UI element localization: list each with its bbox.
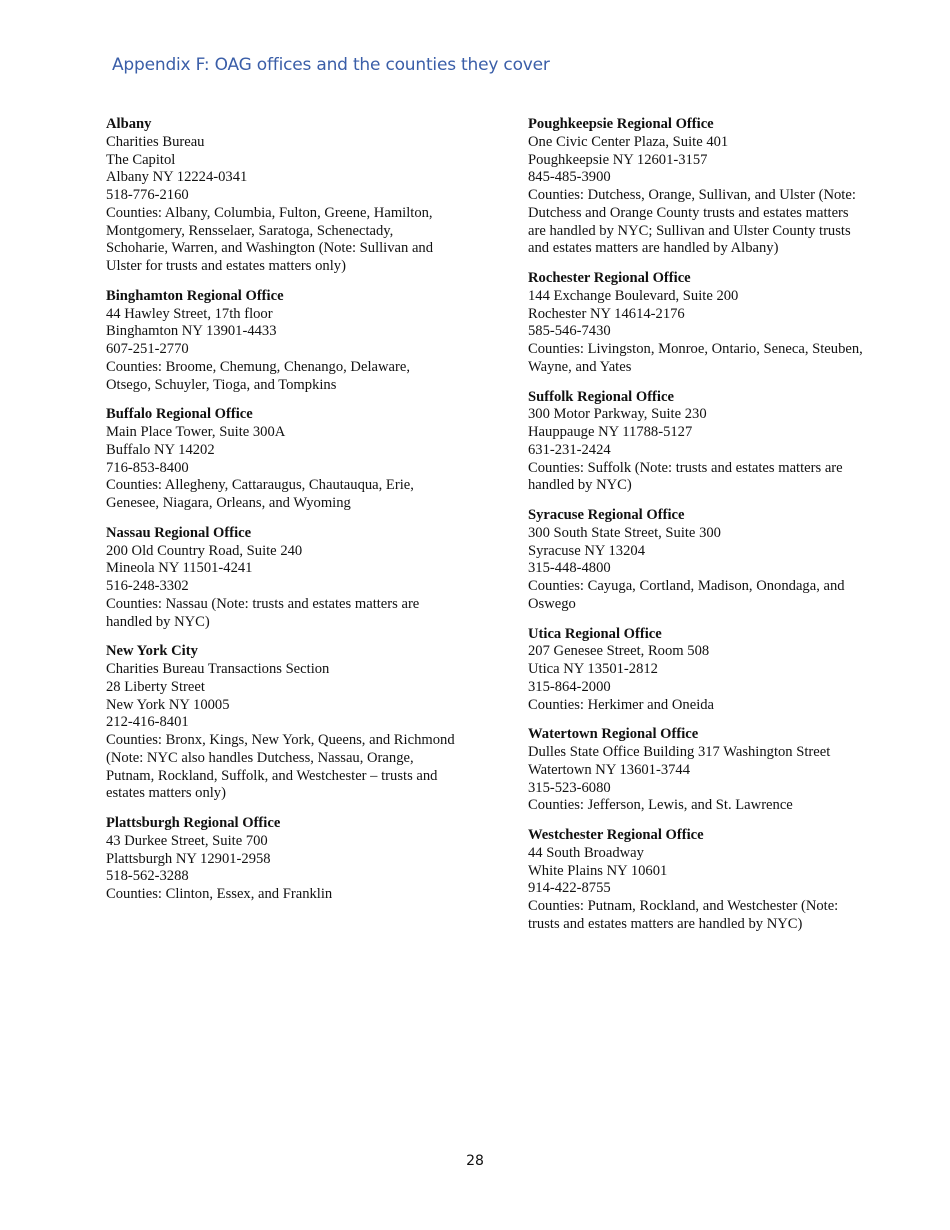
office-name: Westchester Regional Office [528,827,704,843]
office-name: Suffolk Regional Office [528,388,674,405]
office-detail-line: Buffalo NY 14202 [106,441,215,458]
office-detail-line: 300 Motor Parkway, Suite 230 [528,406,707,423]
left-column [106,116,456,916]
office-detail-line: Counties: Allegheny, Cattaraugus, Chautauqua, Erie, Genesee, Niagara, Orleans, and Wyoming [106,477,414,511]
office-detail-line: 315-523-6080 [528,779,611,796]
office-detail-line: Charities Bureau Transactions Section [106,661,330,677]
office-detail-line: 144 Exchange Boulevard, Suite 200 [528,287,739,304]
office-detail-line: Hauppauge NY 11788-5127 [528,424,693,440]
office-detail-line: 44 South Broadway [528,844,644,861]
office-name: Albany [106,116,152,132]
office-detail-line: Plattsburgh NY 12901-2958 [106,850,271,867]
office-detail-line: Counties: Bronx, Kings, New York, Queens, and Richmond (Note: NYC also handles Dutchess, Nassau, Orange, Putnam, Rockland, Suffolk, and Westchester – trusts and estates matters only) [106,732,455,802]
office-name: Rochester Regional Office [528,270,691,286]
office-name: Utica Regional Office [528,625,662,642]
office-detail-line: Counties: Suffolk (Note: trusts and estates matters are handled by NYC) [528,459,843,494]
office-detail-line: Counties: Dutchess, Orange, Sullivan, and Ulster (Note: Dutchess and Orange County trusts and estates matters are handled by NYC; Sullivan and Ulster County trusts and estates matters are handled by Albany) [528,187,856,257]
office-detail-line: Rochester NY 14614-2176 [528,305,685,322]
office-block [528,270,868,377]
office-detail-line: White Plains NY 10601 [528,862,668,879]
office-detail-line: Counties: Clinton, Essex, and Franklin [106,886,333,902]
office-block [106,288,456,395]
office-detail-line: 43 Durkee Street, Suite 700 [106,832,268,849]
office-block [528,507,868,614]
page-number: 28 [466,1153,484,1169]
office-detail-line: Dulles State Office Building 317 Washington Street [528,744,831,760]
office-block [106,406,456,513]
office-detail-line: Counties: Putnam, Rockland, and Westchester (Note: trusts and estates matters are handled by NYC) [528,898,839,932]
office-detail-line: Syracuse NY 13204 [528,542,645,559]
office-detail-line: Counties: Albany, Columbia, Fulton, Greene, Hamilton, Montgomery, Rensselaer, Saratoga, Schenectady, Schoharie, Warren, and Washington (Note: Sullivan and Ulster for trusts and estates matters only) [106,204,434,274]
office-detail-line: Main Place Tower, Suite 300A [106,424,286,440]
office-block [528,827,868,934]
office-detail-line: 716-853-8400 [106,459,189,476]
page-title: Appendix F: OAG offices and the counties they cover [112,55,550,75]
office-detail-line: Counties: Livingston, Monroe, Ontario, Seneca, Steuben, Wayne, and Yates [528,341,863,375]
office-detail-line: Poughkeepsie NY 12601-3157 [528,151,708,168]
office-name: Nassau Regional Office [106,524,252,541]
office-detail-line: One Civic Center Plaza, Suite 401 [528,133,729,150]
office-detail-line: Mineola NY 11501-4241 [106,560,253,577]
office-detail-line: 585-546-7430 [528,323,611,340]
office-block [106,815,456,904]
office-detail-line: Counties: Cayuga, Cortland, Madison, Onondaga, and Oswego [528,578,845,612]
office-block [106,116,456,276]
office-block [106,525,456,632]
right-column [528,116,868,946]
office-detail-line: 200 Old Country Road, Suite 240 [106,542,303,559]
office-detail-line: Binghamton NY 13901-4433 [106,323,277,340]
office-name: Poughkeepsie Regional Office [528,116,714,132]
office-detail-line: Counties: Nassau (Note: trusts and estates matters are handled by NYC) [106,595,420,630]
office-detail-line: 518-776-2160 [106,187,189,203]
office-detail-line: Albany NY 12224-0341 [106,169,248,186]
office-detail-line: 516-248-3302 [106,578,189,594]
office-detail-line: 300 South State Street, Suite 300 [528,524,721,541]
office-name: Plattsburgh Regional Office [106,815,281,831]
office-detail-line: The Capitol [106,151,176,168]
office-detail-line: Utica NY 13501-2812 [528,661,658,677]
office-detail-line: 607-251-2770 [106,341,189,357]
office-detail-line: 914-422-8755 [528,880,611,897]
office-detail-line: Counties: Broome, Chemung, Chenango, Delaware, Otsego, Schuyler, Tioga, and Tompkins [106,358,410,393]
office-detail-line: Counties: Herkimer and Oneida [528,696,715,713]
office-detail-line: 845-485-3900 [528,169,611,186]
office-name: Watertown Regional Office [528,726,699,743]
office-block [528,626,868,715]
office-name: Buffalo Regional Office [106,406,253,423]
office-name: New York City [106,643,198,660]
office-detail-line: 44 Hawley Street, 17th floor [106,305,273,322]
office-detail-line: Counties: Jefferson, Lewis, and St. Lawrence [528,797,793,814]
office-detail-line: 207 Genesee Street, Room 508 [528,643,710,660]
office-block [528,389,868,496]
office-detail-line: New York NY 10005 [106,696,230,713]
office-detail-line: 315-448-4800 [528,560,611,577]
office-detail-line: 631-231-2424 [528,441,611,458]
office-detail-line: 315-864-2000 [528,678,611,695]
office-block [106,643,456,803]
office-detail-line: Watertown NY 13601-3744 [528,761,691,778]
office-block [528,116,868,258]
office-name: Syracuse Regional Office [528,507,685,523]
office-detail-line: 518-562-3288 [106,868,189,885]
office-detail-line: 212-416-8401 [106,714,189,731]
office-block [528,726,868,815]
office-name: Binghamton Regional Office [106,287,284,304]
office-detail-line: 28 Liberty Street [106,678,205,695]
office-detail-line: Charities Bureau [106,133,205,150]
